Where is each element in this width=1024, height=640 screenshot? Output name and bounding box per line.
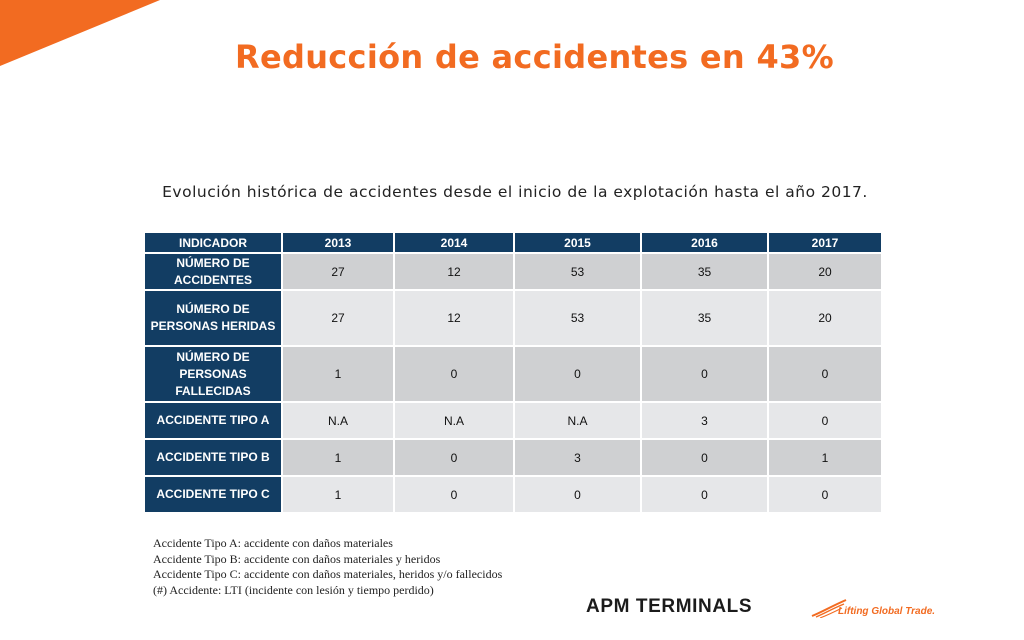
table-cell: 0 bbox=[514, 346, 641, 402]
table-cell: 12 bbox=[394, 253, 514, 290]
row-label: ACCIDENTE TIPO B bbox=[144, 439, 282, 476]
header-2013: 2013 bbox=[282, 232, 394, 253]
table-cell: N.A bbox=[514, 402, 641, 439]
footnote: Accidente Tipo B: accidente con daños materiales y heridos bbox=[153, 551, 441, 566]
table-cell: 1 bbox=[282, 346, 394, 402]
table-cell: 20 bbox=[768, 290, 882, 346]
table-cell: 20 bbox=[768, 253, 882, 290]
table-cell: N.A bbox=[282, 402, 394, 439]
row-label: ACCIDENTE TIPO A bbox=[144, 402, 282, 439]
table-cell: 0 bbox=[394, 439, 514, 476]
table-cell: 27 bbox=[282, 253, 394, 290]
row-label: ACCIDENTE TIPO C bbox=[144, 476, 282, 513]
apm-terminals-logo bbox=[586, 596, 966, 626]
table-row bbox=[144, 476, 882, 513]
table-cell: 0 bbox=[641, 439, 768, 476]
table-caption: Evolución histórica de accidentes desde el inicio de la explotación hasta el año 2017. bbox=[162, 183, 868, 201]
table-cell: 27 bbox=[282, 290, 394, 346]
table-cell: N.A bbox=[394, 402, 514, 439]
table-cell: 1 bbox=[282, 439, 394, 476]
table-cell: 0 bbox=[768, 402, 882, 439]
table-cell: 12 bbox=[394, 290, 514, 346]
logo-tagline: Lifting Global Trade. bbox=[838, 606, 936, 617]
table-cell: 0 bbox=[768, 346, 882, 402]
table-cell: 35 bbox=[641, 253, 768, 290]
table-row bbox=[144, 402, 882, 439]
header-indicador: INDICADOR bbox=[144, 232, 282, 253]
table-cell: 0 bbox=[394, 476, 514, 513]
row-label: NÚMERO DE PERSONAS FALLECIDAS bbox=[144, 346, 282, 402]
table-cell: 1 bbox=[768, 439, 882, 476]
accidents-table bbox=[143, 231, 883, 514]
header-2015: 2015 bbox=[514, 232, 641, 253]
header-2014: 2014 bbox=[394, 232, 514, 253]
logo-name: APM TERMINALS bbox=[586, 596, 753, 617]
footnote: Accidente Tipo C: accidente con daños materiales, heridos y/o fallecidos bbox=[153, 567, 503, 581]
table-header-row bbox=[144, 232, 882, 253]
header-2017: 2017 bbox=[768, 232, 882, 253]
table-cell: 0 bbox=[394, 346, 514, 402]
page-title: Reducción de accidentes en 43% bbox=[235, 38, 834, 76]
table-cell: 0 bbox=[641, 476, 768, 513]
footnote: (#) Accidente: LTI (incidente con lesión y tiempo perdido) bbox=[153, 582, 434, 597]
table-cell: 53 bbox=[514, 290, 641, 346]
row-label: NÚMERO DE ACCIDENTES bbox=[144, 253, 282, 290]
footnote: Accidente Tipo A: accidente con daños materiales bbox=[153, 536, 393, 550]
table-cell: 1 bbox=[282, 476, 394, 513]
table-row bbox=[144, 346, 882, 402]
table-cell: 35 bbox=[641, 290, 768, 346]
row-label: NÚMERO DE PERSONAS HERIDAS bbox=[144, 290, 282, 346]
table-cell: 53 bbox=[514, 253, 641, 290]
footnotes bbox=[153, 536, 502, 598]
table-row bbox=[144, 290, 882, 346]
table-cell: 0 bbox=[768, 476, 882, 513]
table-row bbox=[144, 253, 882, 290]
table-row bbox=[144, 439, 882, 476]
table-cell: 0 bbox=[641, 346, 768, 402]
table-cell: 3 bbox=[514, 439, 641, 476]
table-cell: 3 bbox=[641, 402, 768, 439]
table-cell: 0 bbox=[514, 476, 641, 513]
header-2016: 2016 bbox=[641, 232, 768, 253]
